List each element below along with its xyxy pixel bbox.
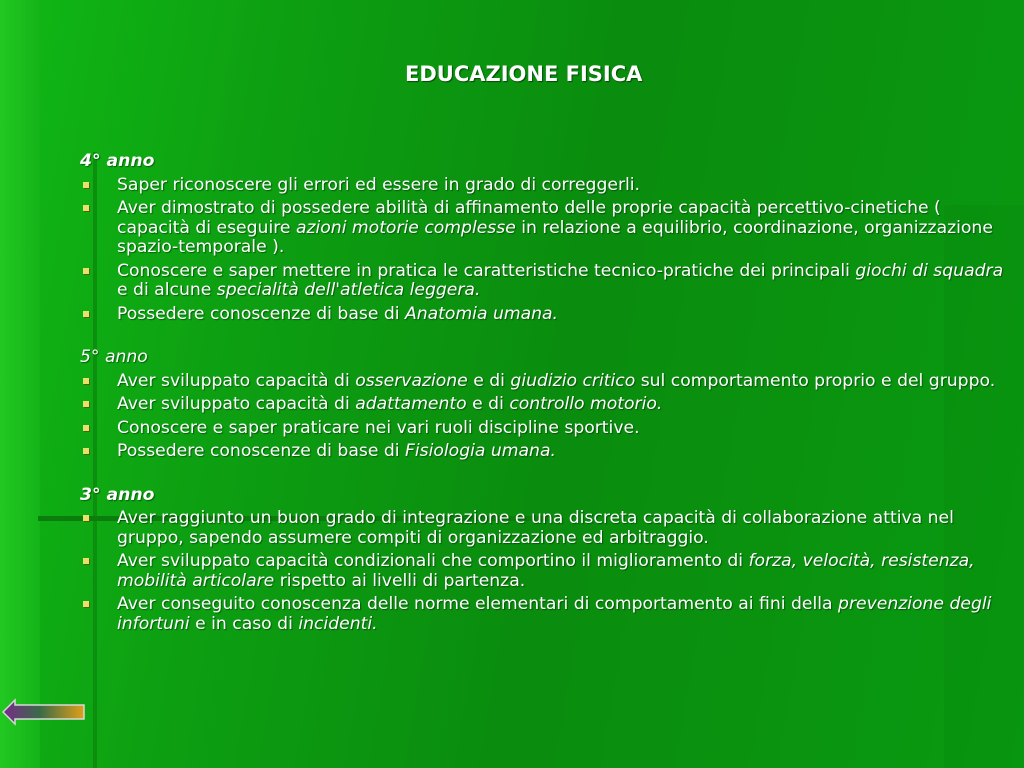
list-item: Possedere conoscenze di base di Fisiologia umana. (80, 442, 1015, 462)
list-item: Aver sviluppato capacità di osservazione e di giudizio critico sul comportamento proprio e del gruppo. (80, 372, 1015, 392)
bullet-icon (83, 515, 89, 521)
bullet-icon (83, 558, 89, 564)
bullet-icon (83, 182, 89, 188)
list-item: Aver raggiunto un buon grado di integrazione e una discreta capacità di collaborazione attiva nel gruppo, sapendo assumere compiti di organizzazione ed arbitraggio. (80, 509, 1015, 548)
bullet-icon (83, 205, 89, 211)
section-heading-4-anno: 4° anno (80, 151, 155, 171)
list-item: Aver conseguito conoscenza delle norme elementari di comportamento ai fini della prevenzione degli infortuni e in caso di incidenti. (80, 595, 1015, 634)
bullet-icon (83, 378, 89, 384)
list-item: Aver sviluppato capacità condizionali che comportino il miglioramento di forza, velocità, resistenza, mobilità articolare rispetto ai livelli di partenza. (80, 552, 1015, 591)
list-item: Aver sviluppato capacità di adattamento e di controllo motorio. (80, 395, 1015, 415)
bullet-icon (83, 601, 89, 607)
bullet-icon (83, 401, 89, 407)
list-item: Possedere conoscenze di base di Anatomia umana. (80, 305, 1015, 325)
list-item: Conoscere e saper praticare nei vari ruoli discipline sportive. (80, 419, 1015, 439)
section-heading-5-anno: 5° anno (80, 347, 148, 367)
bullet-icon (83, 448, 89, 454)
left-decor-band (0, 0, 40, 768)
section-heading-3-anno: 3° anno (80, 484, 155, 505)
slide-title: EDUCAZIONE FISICA (405, 62, 643, 86)
back-arrow-icon[interactable] (2, 697, 86, 727)
list-item: Aver dimostrato di possedere abilità di affinamento delle proprie capacità percettivo-cinetiche ( capacità di eseguire azioni motorie complesse in relazione a equilibrio, coordinazione, organizzazione spazio-temporale ). (80, 199, 1015, 258)
bullet-icon (83, 425, 89, 431)
bullet-icon (83, 311, 89, 317)
slide-content (80, 152, 1015, 638)
list-item: Conoscere e saper mettere in pratica le caratteristiche tecnico-pratiche dei principali giochi di squadra e di alcune specialità dell'atletica leggera. (80, 262, 1015, 301)
bullet-icon (83, 268, 89, 274)
list-item: Saper riconoscere gli errori ed essere in grado di correggerli. (80, 176, 1015, 196)
